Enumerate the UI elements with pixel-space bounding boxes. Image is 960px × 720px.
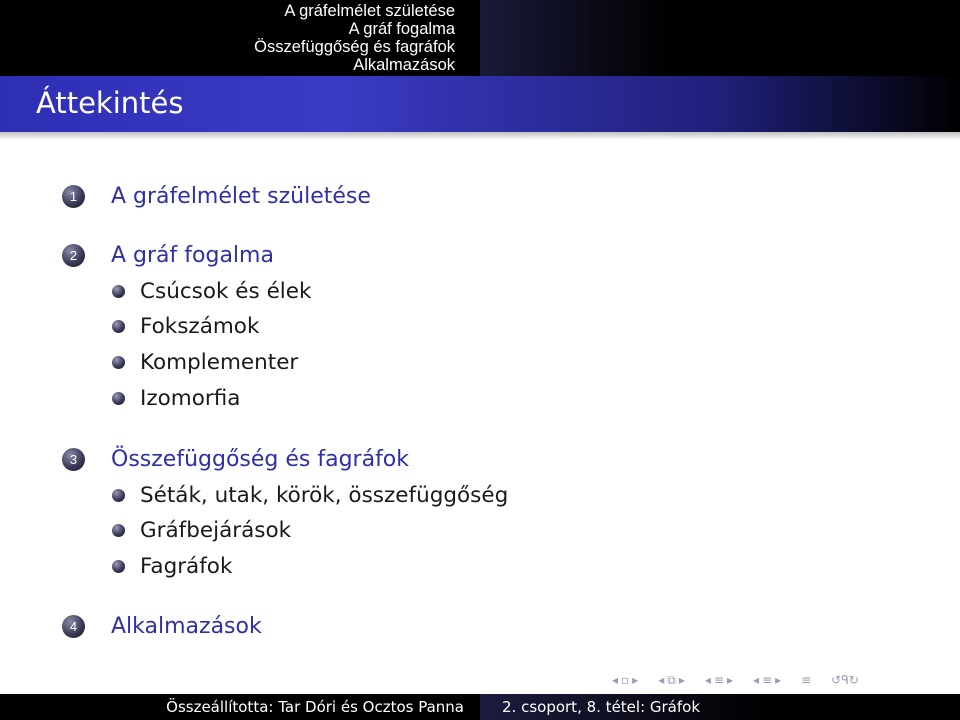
nav-section-icon[interactable]: ≡ — [762, 673, 773, 687]
header-right-block — [480, 0, 960, 76]
toc-subsection-label: Izomorfia — [140, 385, 241, 411]
nav-subsection-icon[interactable]: ⧉ — [667, 672, 676, 687]
toc-section-label: A gráfelmélet születése — [111, 183, 371, 209]
bullet-icon — [112, 320, 125, 333]
toc-subsection[interactable] — [112, 311, 259, 341]
toc-subsection[interactable] — [112, 515, 291, 545]
bullet-icon — [112, 285, 125, 298]
bullet-icon — [112, 489, 125, 502]
nav-next-section-icon[interactable]: ▸ — [726, 673, 733, 687]
toc-section-2[interactable] — [62, 239, 274, 271]
toc-section-label: Összefüggőség és fagráfok — [111, 446, 410, 472]
nav-prev-frame-icon[interactable]: ◂ — [612, 673, 619, 687]
bullet-icon — [112, 524, 125, 537]
nav-align-icon[interactable]: ≡ — [801, 673, 812, 687]
toc-subsection[interactable] — [112, 276, 311, 306]
toc-subsection-label: Fokszámok — [140, 313, 260, 339]
section-number-ball: 3 — [62, 448, 85, 471]
bullet-icon — [112, 356, 125, 369]
toc-subsection[interactable] — [112, 347, 298, 377]
nav-next-subsection-icon[interactable]: ▸ — [678, 673, 685, 687]
frame-title-bar — [0, 76, 960, 132]
nav-section-1[interactable]: A gráfelmélet születése — [284, 2, 455, 20]
frame-title: Áttekintés — [36, 86, 184, 120]
section-number-ball: 4 — [62, 615, 85, 638]
toc-subsection[interactable] — [112, 480, 508, 510]
section-number-ball: 1 — [62, 185, 85, 208]
footline — [0, 694, 960, 720]
nav-prev-subsection-icon[interactable]: ◂ — [658, 673, 665, 687]
footer-title-block — [480, 694, 960, 720]
nav-prev-section-icon[interactable]: ◂ — [704, 673, 711, 687]
toc-section-label: Alkalmazások — [111, 613, 262, 639]
toc-subsection[interactable] — [112, 383, 240, 413]
footer-title: 2. csoport, 8. tétel: Gráfok — [502, 698, 701, 716]
section-number-ball: 2 — [62, 244, 85, 267]
nav-section-icon[interactable]: ≡ — [713, 673, 724, 687]
section-navigation — [254, 2, 455, 74]
toc-section-label: A gráf fogalma — [111, 242, 274, 268]
nav-frame-icon[interactable]: ▫ — [621, 673, 630, 687]
nav-section-4[interactable]: Alkalmazások — [353, 56, 455, 74]
toc-section-1[interactable] — [62, 180, 371, 212]
toc-subsection-label: Fagráfok — [140, 553, 233, 579]
toc-subsection-label: Gráfbejárások — [140, 517, 292, 543]
toc-subsection[interactable] — [112, 551, 232, 581]
nav-search-icon[interactable]: ↺ᑫ↻ — [831, 673, 859, 687]
nav-section-3[interactable]: Összefüggőség és fagráfok — [254, 38, 455, 56]
navigation-symbols — [612, 670, 859, 690]
title-shadow — [0, 132, 960, 140]
bullet-icon — [112, 392, 125, 405]
toc-subsection-label: Csúcsok és élek — [140, 278, 312, 304]
footer-author: Összeállította: Tar Dóri és Ocztos Panna — [166, 698, 464, 716]
toc-section-4[interactable] — [62, 610, 262, 642]
toc-subsection-label: Komplementer — [140, 349, 299, 375]
nav-next-section-icon[interactable]: ▸ — [775, 673, 782, 687]
nav-section-2[interactable]: A gráf fogalma — [348, 20, 455, 38]
toc-section-3[interactable] — [62, 443, 409, 475]
toc-subsection-label: Séták, utak, körök, összefüggőség — [140, 482, 509, 508]
nav-prev-section-icon[interactable]: ◂ — [752, 673, 759, 687]
nav-next-frame-icon[interactable]: ▸ — [632, 673, 639, 687]
bullet-icon — [112, 560, 125, 573]
header-navigation — [0, 0, 960, 76]
